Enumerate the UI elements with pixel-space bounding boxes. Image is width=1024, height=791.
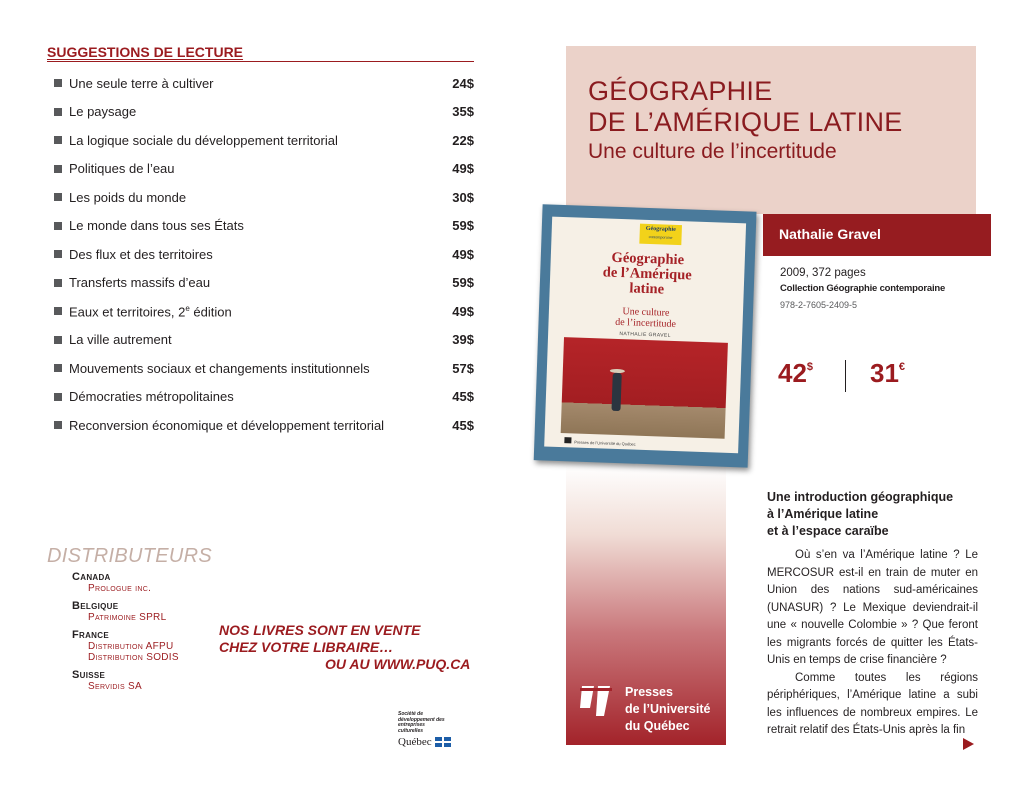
cover-title: Géographie de l’Amérique latine [602, 249, 693, 298]
suggestion-price: 59$ [452, 275, 474, 291]
price-cad: 42$ [778, 358, 814, 388]
price-eur: 31€ [870, 358, 906, 388]
suggestion-price: 45$ [452, 417, 474, 433]
promo-line-1: NOS LIVRES SONT EN VENTE [219, 622, 421, 638]
promo-text [219, 622, 489, 673]
publication-info [780, 265, 945, 313]
suggestion-price: 59$ [452, 218, 474, 234]
suggestion-title: Transferts massifs d’eau [69, 275, 211, 291]
square-bullet-icon [54, 279, 62, 287]
suggestion-title: La ville autrement [69, 332, 172, 348]
intro-heading: Une introduction géographique à l’Amérique latine et à l’espace caraïbe [767, 490, 954, 538]
square-bullet-icon [54, 165, 62, 173]
promo-website-link[interactable]: OU AU WWW.PUQ.CA [325, 656, 471, 672]
suggestion-price: 45$ [452, 389, 474, 405]
isbn: 978-2-7605-2409-5 [780, 300, 858, 310]
cover-author: NATHALIE GRAVEL [619, 331, 671, 339]
suggestion-title: Eaux et territoires, 2e édition [69, 303, 232, 319]
distributors-list [72, 571, 222, 692]
suggestion-item [54, 383, 474, 412]
square-bullet-icon [54, 307, 62, 315]
square-bullet-icon [54, 108, 62, 116]
square-bullet-icon [54, 364, 62, 372]
distributor-country: Belgique [72, 600, 119, 612]
square-bullet-icon [54, 250, 62, 258]
suggestion-title: Mouvements sociaux et changements institutionnels [69, 360, 370, 376]
suggestion-item [54, 69, 474, 98]
suggestion-item [54, 126, 474, 155]
cover-publisher: Presses de l’Université du Québec [574, 439, 636, 447]
distributors-heading: DISTRIBUTEURS [47, 545, 213, 567]
book-cover [533, 204, 760, 473]
distributor-name: Servidis SA [88, 681, 142, 692]
book-title [588, 76, 903, 138]
sodec-logo-text: Société de développement des entreprises culturelles [398, 711, 445, 734]
suggestion-price: 49$ [452, 246, 474, 262]
suggestion-price: 22$ [452, 132, 474, 148]
suggestion-item [54, 297, 474, 326]
suggestion-price: 24$ [452, 75, 474, 91]
square-bullet-icon [54, 393, 62, 401]
suggestion-title: Reconversion économique et développement territorial [69, 417, 385, 433]
book-title-line-1: GÉOGRAPHIE [588, 76, 773, 106]
suggestion-price: 49$ [452, 161, 474, 177]
intro-paragraph-1: Où s’en va l’Amérique latine ? Le MERCOSUR est-il en train de muter en Union des nations sud-américaines (UNASUR) ? Le Mexique deviendrait-il une « nouvelle Colombie » ? Que feront les migrants forcés de quitter les États-Unis en temps de crise financière ? [767, 549, 978, 666]
distributor-country: Canada [72, 571, 111, 583]
promo-line-2: CHEZ VOTRE LIBRAIRE… [219, 639, 394, 655]
price-divider [845, 360, 846, 392]
square-bullet-icon [54, 222, 62, 230]
suggestion-title: Des flux et des territoires [69, 246, 213, 262]
suggestion-item [54, 98, 474, 127]
cover-collection-logo: Géographie contemporaine [639, 224, 682, 245]
suggestions-list [54, 69, 474, 440]
puq-logo-icon [580, 684, 612, 718]
square-bullet-icon [54, 421, 62, 429]
suggestion-title: Politiques de l’eau [69, 161, 175, 177]
suggestion-title: Le monde dans tous ses États [69, 218, 244, 234]
next-page-arrow-icon[interactable] [963, 738, 974, 750]
price-block [778, 358, 988, 398]
distributor-name: Patrimoine SPRL [88, 612, 167, 623]
sodec-logo [398, 712, 478, 748]
square-bullet-icon [54, 336, 62, 344]
suggestion-item [54, 411, 474, 440]
publisher-name: Presses de l’Université du Québec [625, 685, 711, 733]
cover-publisher-icon [564, 437, 571, 443]
suggestion-item [54, 212, 474, 241]
distributor-country: France [72, 629, 109, 641]
suggestion-title: Démocraties métropolitaines [69, 389, 234, 405]
suggestion-title: Le paysage [69, 104, 137, 120]
quebec-wordmark: Québec [398, 736, 432, 748]
book-title-line-2: DE L’AMÉRIQUE LATINE [588, 107, 903, 137]
quebec-flag-icon [435, 737, 451, 747]
distributor-name: Prologue inc. [88, 583, 152, 594]
suggestion-price: 35$ [452, 104, 474, 120]
suggestion-item [54, 183, 474, 212]
suggestion-price: 49$ [452, 303, 474, 319]
cover-subtitle: Une culture de l’incertitude [614, 306, 677, 330]
suggestion-item [54, 240, 474, 269]
suggestion-item [54, 354, 474, 383]
suggestion-title: La logique sociale du développement territorial [69, 132, 338, 148]
author-name: Nathalie Gravel [779, 226, 881, 242]
intro-body [767, 547, 978, 740]
cover-photo [561, 337, 728, 439]
collection-name: Collection Géographie contemporaine [780, 283, 946, 294]
suggestion-price: 39$ [452, 332, 474, 348]
distributor-name: Distribution SODIS [88, 652, 179, 663]
year-pages: 2009, 372 pages [780, 267, 866, 279]
book-subtitle: Une culture de l’incertitude [588, 140, 837, 163]
suggestion-item [54, 155, 474, 184]
suggestion-item [54, 269, 474, 298]
square-bullet-icon [54, 79, 62, 87]
suggestion-price: 30$ [452, 189, 474, 205]
intro-paragraph-2: Comme toutes les régions périphériques, l’Amérique latine a subi les influences de nombreux empires. Le retrait relatif des États-Unis après la fin [767, 671, 978, 736]
square-bullet-icon [54, 193, 62, 201]
suggestion-price: 57$ [452, 360, 474, 376]
distributor-name: Distribution AFPU [88, 641, 174, 652]
suggestion-title: Les poids du monde [69, 189, 187, 205]
suggestion-item [54, 326, 474, 355]
distributor-country: Suisse [72, 669, 106, 681]
suggestion-title: Une seule terre à cultiver [69, 75, 214, 91]
suggestions-heading: SUGGESTIONS DE LECTURE [47, 44, 474, 62]
square-bullet-icon [54, 136, 62, 144]
